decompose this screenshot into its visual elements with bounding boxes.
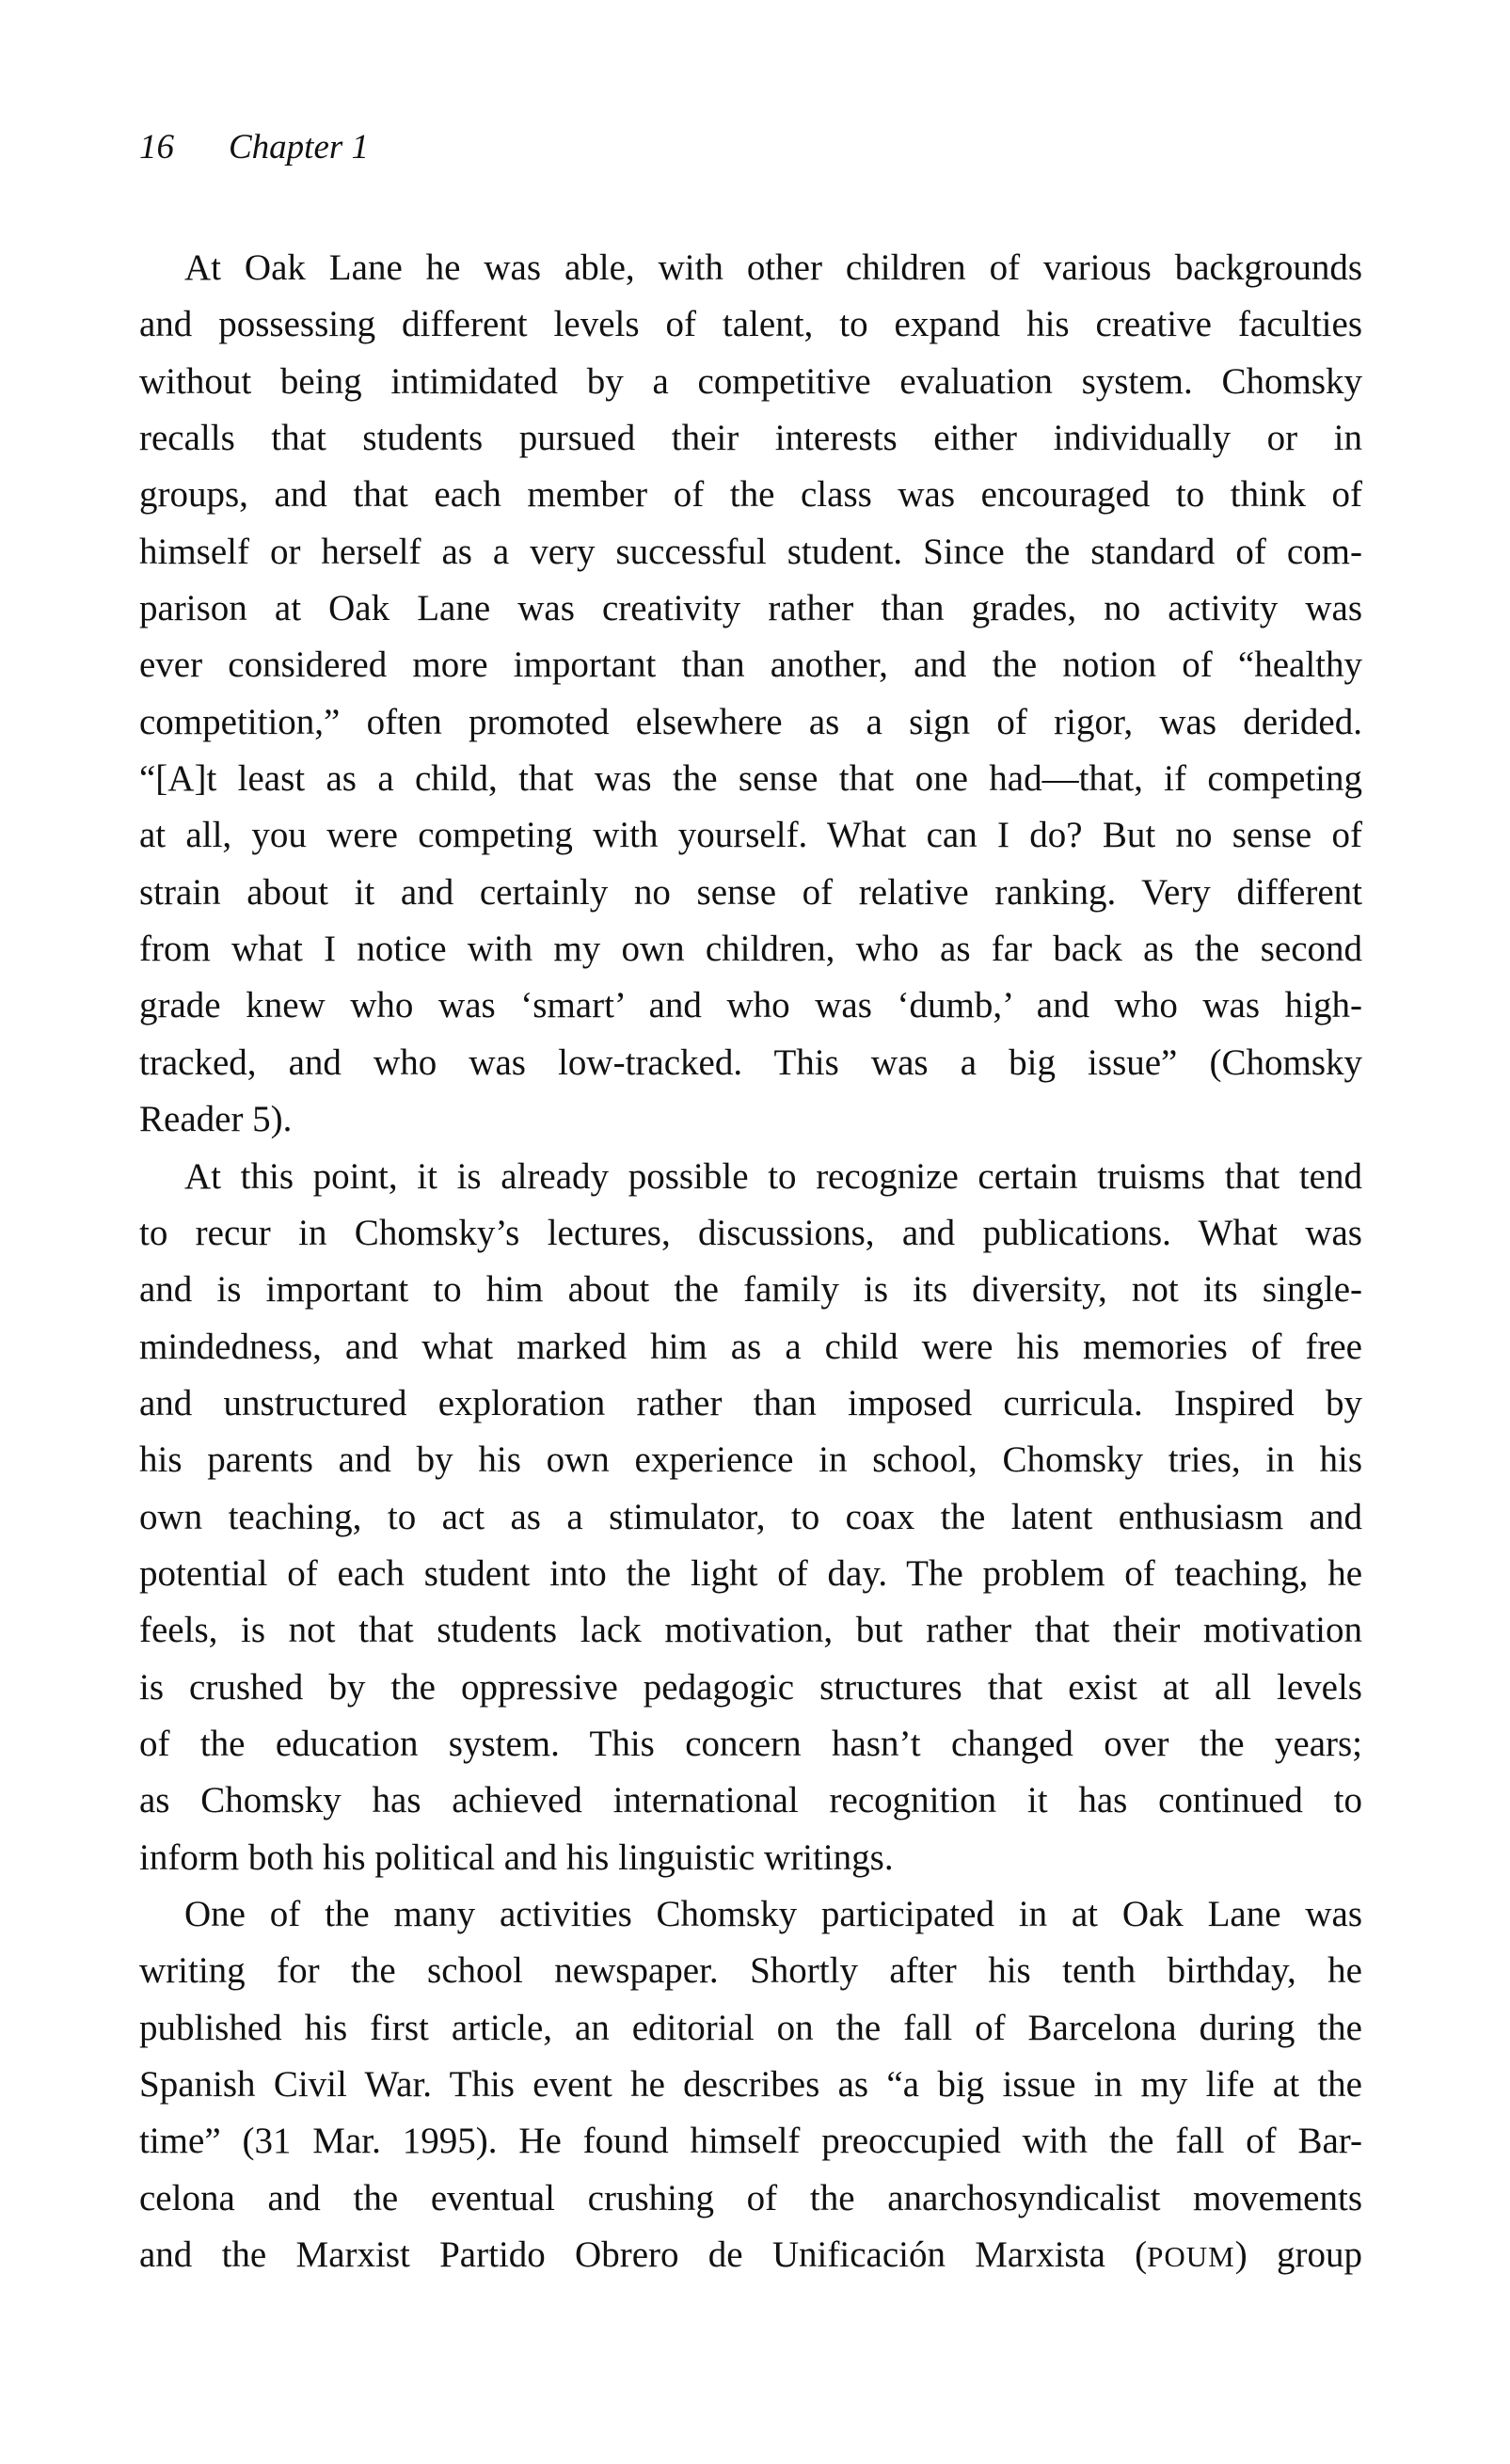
small-caps-abbreviation: POUM [1147, 2240, 1235, 2274]
text-line-final [139, 2227, 1362, 2283]
text-line: At Oak Lane he was able, with other children of various backgrounds [184, 247, 1362, 288]
text-line: celona and the eventual crushing of the anarchosyndicalist movements [139, 2177, 1362, 2218]
text-line: inform both his political and his linguistic writings. [139, 1836, 894, 1878]
text-line: is crushed by the oppressive pedagogic structures that exist at all levels [139, 1666, 1362, 1708]
text-line: his parents and by his own experience in school, Chomsky tries, in his [139, 1439, 1362, 1481]
paragraph-3 [139, 1886, 1362, 2283]
text-line: as Chomsky has achieved international recognition it has continued to [139, 1780, 1362, 1821]
text-line: One of the many activities Chomsky participated in at Oak Lane was [184, 1893, 1362, 1934]
text-line: parison at Oak Lane was creativity rather than grades, no activity was [139, 588, 1362, 629]
chapter-label: Chapter 1 [229, 128, 370, 167]
text-line: strain about it and certainly no sense of relative ranking. Very different [139, 871, 1362, 913]
text-line: Spanish Civil War. This event he describes as “a big issue in my life at the [139, 2064, 1362, 2105]
text-line: recalls that students pursued their interests either individually or in [139, 418, 1362, 459]
paragraph-2 [139, 1149, 1362, 1886]
text-line: tracked, and who was low-tracked. This was a big issue” (Chomsky [139, 1041, 1362, 1083]
text-line: at all, you were competing with yourself. What can I do? But no sense of [139, 815, 1362, 856]
text-line: feels, is not that students lack motivation, but rather that their motivation [139, 1610, 1362, 1651]
text-line: ever considered more important than another, and the notion of “healthy [139, 644, 1362, 686]
text-line: himself or herself as a very successful student. Since the standard of com- [139, 531, 1362, 572]
paragraph-1 [139, 240, 1362, 1149]
text-line: without being intimidated by a competitive evaluation system. Chomsky [139, 360, 1362, 402]
body-text [139, 240, 1362, 2283]
text-line: of the education system. This concern hasn’t changed over the years; [139, 1723, 1362, 1764]
text-segment: ) group [1234, 2234, 1362, 2276]
text-line: “[A]t least as a child, that was the sense that one had—that, if competing [139, 758, 1362, 800]
text-line: potential of each student into the light of day. The problem of teaching, he [139, 1552, 1362, 1594]
text-line: and unstructured exploration rather than imposed curricula. Inspired by [139, 1382, 1362, 1423]
text-line: to recur in Chomsky’s lectures, discussions, and publications. What was [139, 1212, 1362, 1253]
text-line: At this point, it is already possible to recognize certain truisms that tend [184, 1155, 1362, 1197]
text-line: from what I notice with my own children, who as far back as the second [139, 929, 1362, 970]
text-line: grade knew who was ‘smart’ and who was ‘dumb,’ and who was high- [139, 985, 1362, 1026]
page-number: 16 [139, 128, 174, 167]
text-line: own teaching, to act as a stimulator, to coax the latent enthusiasm and [139, 1496, 1362, 1537]
text-line: and is important to him about the family is its diversity, not its single- [139, 1269, 1362, 1311]
text-line: and possessing different levels of talent, to expand his creative faculties [139, 304, 1362, 345]
text-line: writing for the school newspaper. Shortly after his tenth birthday, he [139, 1950, 1362, 1992]
text-line: time” (31 Mar. 1995). He found himself preoccupied with the fall of Bar- [139, 2121, 1362, 2162]
text-line: competition,” often promoted elsewhere as a sign of rigor, was derided. [139, 701, 1362, 742]
text-line: mindedness, and what marked him as a child were his memories of free [139, 1326, 1362, 1367]
text-line: Reader 5). [139, 1099, 293, 1140]
text-line: groups, and that each member of the class was encouraged to think of [139, 474, 1362, 516]
text-line: published his first article, an editorial on the fall of Barcelona during the [139, 2007, 1362, 2048]
text-segment: and the Marxist Partido Obrero de Unificación Marxista ( [139, 2234, 1148, 2276]
running-head [139, 130, 369, 165]
